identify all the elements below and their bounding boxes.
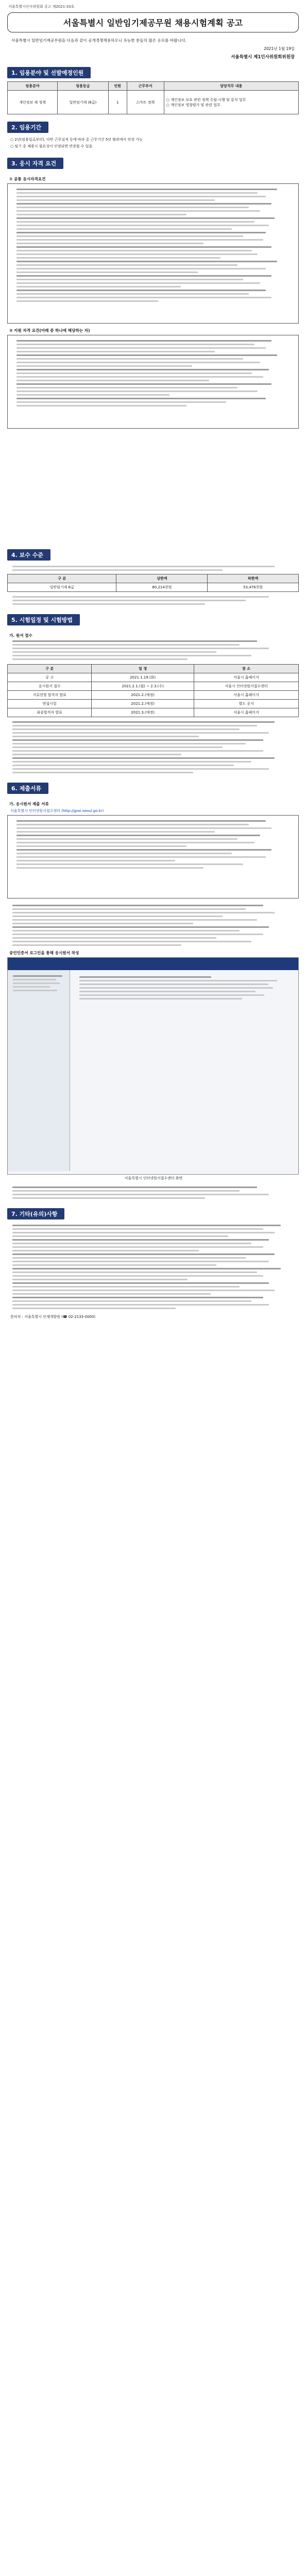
application-site-screenshot — [7, 957, 299, 1175]
spacer — [7, 429, 299, 542]
intro-text: 서울특별시 일반임기제공무원을 다음과 같이 공개경쟁채용하오니 유능한 분들의 많은 응모를 바랍니다. — [11, 38, 186, 43]
qualification-box — [7, 335, 299, 429]
term-item: ○ 임기 중 채용시 필요성이 인정되면 연장될 수 있음 — [10, 144, 93, 148]
schedule-cell: 2021.2.(예정) — [92, 700, 194, 708]
schedule-cell: 2021.3.(예정) — [92, 708, 194, 717]
docs-heading: 가. 응시원서 제출 서류 — [9, 802, 49, 806]
docs-box — [7, 815, 299, 899]
schedule-cell: 2021.1.19.(화) — [92, 673, 194, 682]
screenshot-note: 공인인증서 로그인을 통해 응시원서 작성 — [9, 951, 79, 955]
col-step: 구 분 — [8, 665, 92, 673]
notice-date: 2021년 1월 19일 — [264, 46, 295, 51]
schedule-cell: 서울시 인터넷원서접수센터 — [194, 682, 299, 691]
schedule-cell: 서울시 홈페이지 — [194, 673, 299, 682]
screenshot-caption: 서울특별시 인터넷원서접수센터 화면 — [124, 1176, 183, 1180]
notice-document — [7, 0, 299, 1320]
contact-info: 문의처 : 서울특별시 인재개발원 (☎ 02-2133-0000) — [10, 1315, 96, 1319]
col-lower: 하한액 — [208, 574, 299, 583]
section-7-heading: 7. 기타(유의)사항 — [7, 1208, 64, 1219]
schedule-cell: 서류전형 합격자 발표 — [8, 691, 92, 700]
schedule-table — [7, 664, 299, 717]
cell-field: 개인정보 제 정책 — [8, 91, 58, 114]
section-5-heading: 5. 시험일정 및 시험방법 — [7, 614, 80, 625]
schedule-cell: 최종합격자 발표 — [8, 708, 92, 717]
page-title: 서울특별시 일반임기제공무원 채용시험계획 공고 — [7, 12, 299, 32]
schedule-cell: 2021.2.1.(월) ~ 2.3.(수) — [92, 682, 194, 691]
position-table — [7, 81, 299, 114]
schedule-cell: 2021.2.(예정) — [92, 691, 194, 700]
col-dept: 근무부서 — [127, 82, 164, 91]
cell-upper: 80,214천원 — [116, 583, 208, 592]
cell-category: 일반임기제 6급 — [8, 583, 116, 592]
col-count: 인원 — [108, 82, 127, 91]
cell-count: 1 — [108, 91, 127, 114]
schedule-cell: 공 고 — [8, 673, 92, 682]
salary-table — [7, 574, 299, 592]
schedule-cell: 서울시 홈페이지 — [194, 691, 299, 700]
section-3-heading: 3. 응시 자격 요건 — [7, 158, 63, 169]
section-1-heading: 1. 임용분야 및 선발예정인원 — [7, 67, 91, 78]
section-6-heading: 6. 제출서류 — [7, 783, 48, 794]
cell-duty: ○ 개인정보 보호 관련 정책 수립·시행 및 분석 업무 ○ 개인정보 영향평가 및 관련 업무 — [164, 91, 298, 114]
qualification-heading: ② 지원 자격 요건(아래 중 하나에 해당하는 자) — [9, 328, 90, 333]
col-field: 임용분야 — [8, 82, 58, 91]
apply-heading: 가. 원서 접수 — [9, 633, 32, 638]
schedule-cell: 서울시 홈페이지 — [194, 708, 299, 717]
apply-site[interactable]: 서울특별시 인터넷원서접수센터 (http://gosi.seoul.go.kr) — [10, 809, 104, 813]
col-duty: 담당직무 내용 — [164, 82, 298, 91]
cell-grade: 일반임기제 (6급) — [58, 91, 109, 114]
schedule-cell: 별도 공지 — [194, 700, 299, 708]
issuer: 서울특별시 제1인사위원회위원장 — [231, 55, 295, 60]
notice-number: 서울특별시인사위원회 공고 제2021-33호 — [8, 5, 75, 9]
schedule-cell: 면접시험 — [8, 700, 92, 708]
common-requirements-heading: ① 공통 응시자격요건 — [9, 177, 46, 181]
section-2-heading: 2. 임용기간 — [7, 122, 48, 133]
cell-lower: 53,476천원 — [208, 583, 299, 592]
col-place: 장 소 — [194, 665, 299, 673]
requirements-box — [7, 183, 299, 324]
term-item: ○ 2년(임용일로부터), 다만 근무실적 등에 따라 총 근무기간 5년 범위에서 연장 가능 — [10, 138, 143, 142]
schedule-cell: 응시원서 접수 — [8, 682, 92, 691]
cell-dept: 스마트 정책 — [127, 91, 164, 114]
col-date: 일 정 — [92, 665, 194, 673]
col-grade: 임용등급 — [58, 82, 109, 91]
section-4-heading: 4. 보수 수준 — [7, 549, 50, 561]
col-upper: 상한액 — [116, 574, 208, 583]
col-category: 구 분 — [8, 574, 116, 583]
